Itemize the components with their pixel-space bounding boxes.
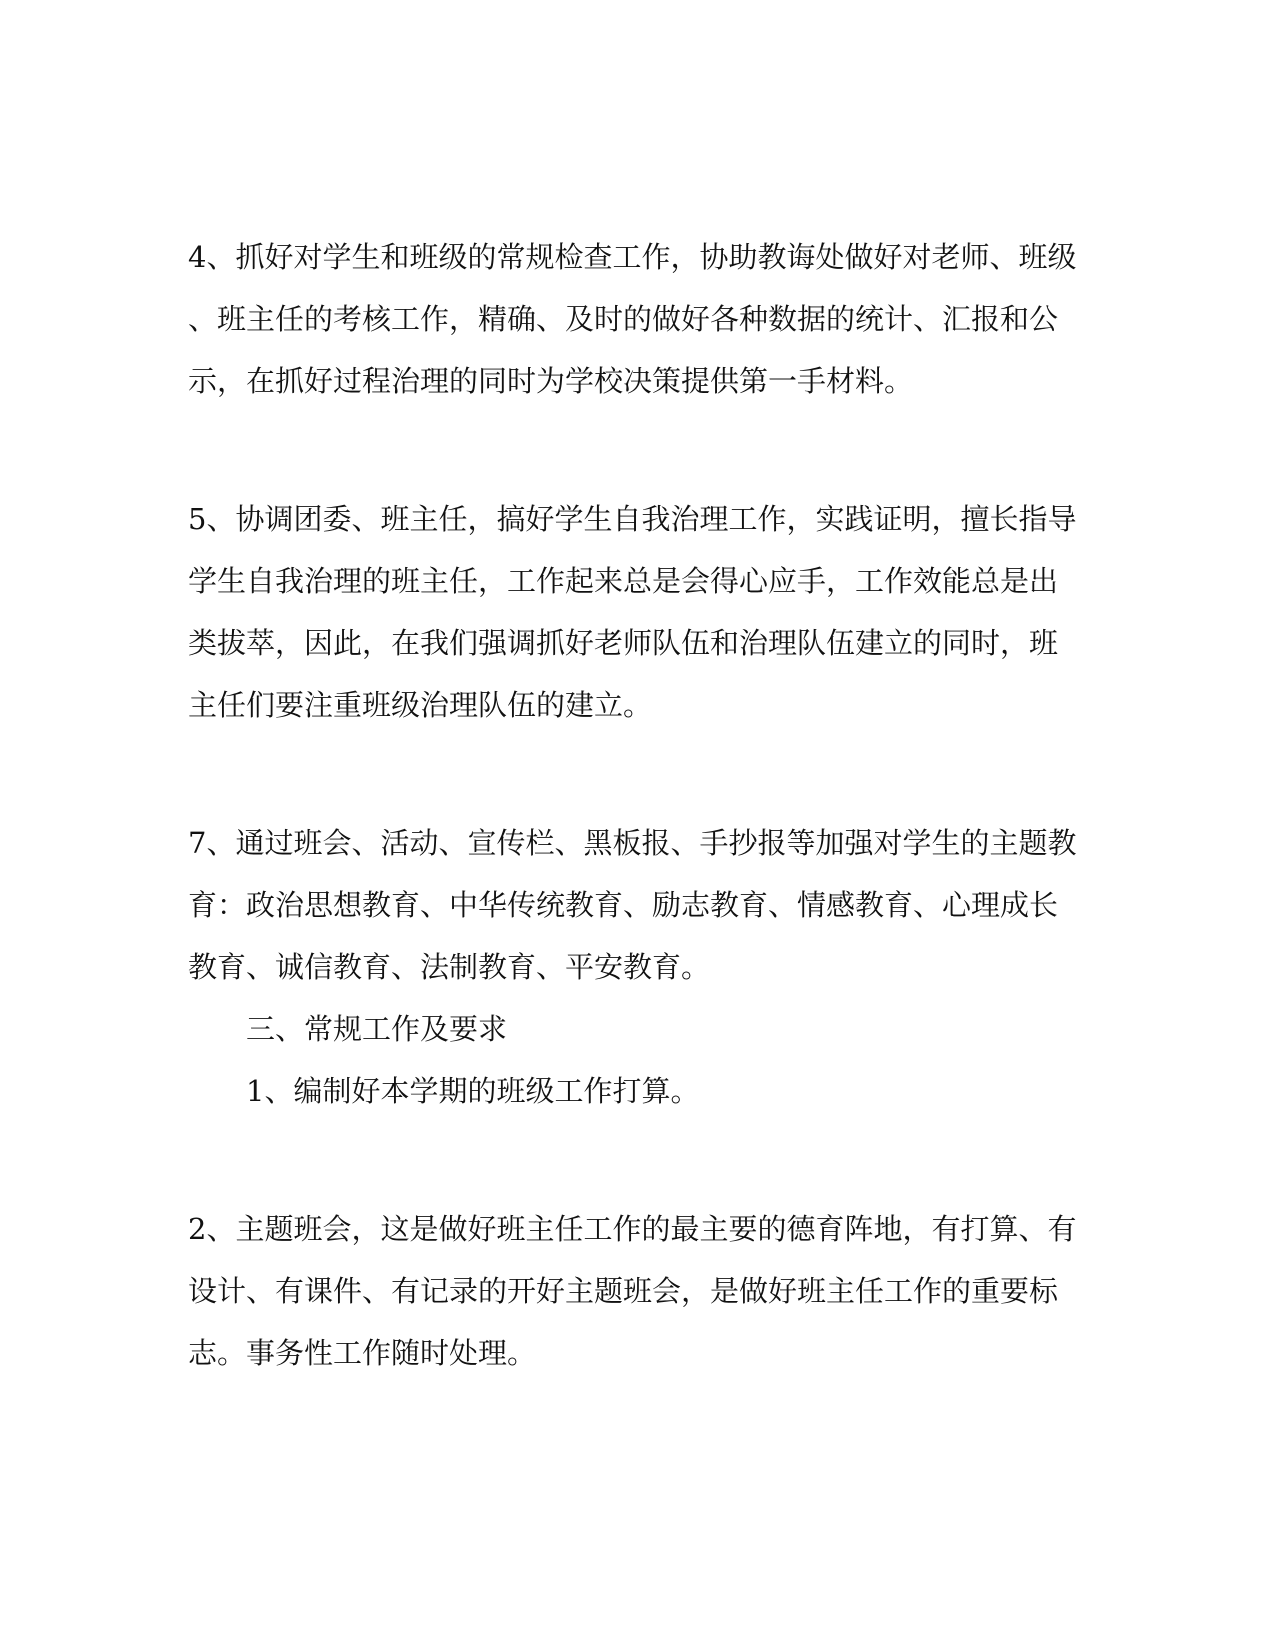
text-line: 教育、诚信教育、法制教育、平安教育。 <box>188 950 711 984</box>
paragraph-item-1 <box>188 1060 1088 1122</box>
document-body <box>188 226 1088 1384</box>
text-line: 7、通过班会、活动、宣传栏、黑板报、手抄报等加强对学生的主题教 <box>188 826 1077 860</box>
text-line: 类拔萃，因此，在我们强调抓好老师队伍和治理队伍建立的同时，班 <box>188 626 1059 660</box>
text-line: 设计、有课件、有记录的开好主题班会，是做好班主任工作的重要标 <box>188 1274 1059 1308</box>
text-line: 示，在抓好过程治理的同时为学校决策提供第一手材料。 <box>188 364 914 398</box>
paragraph-item-4 <box>188 226 1088 412</box>
text-line: 三、常规工作及要求 <box>246 1012 508 1046</box>
text-line: 1、编制好本学期的班级工作打算。 <box>246 1074 700 1108</box>
text-line: 5、协调团委、班主任，搞好学生自我治理工作，实践证明，擅长指导 <box>188 502 1077 536</box>
paragraph-item-5 <box>188 488 1088 736</box>
text-line: 育：政治思想教育、中华传统教育、励志教育、情感教育、心理成长 <box>188 888 1059 922</box>
text-line: 、班主任的考核工作，精确、及时的做好各种数据的统计、汇报和公 <box>188 302 1059 336</box>
paragraph-item-7 <box>188 812 1088 998</box>
paragraph-item-2 <box>188 1198 1088 1384</box>
text-line: 2、主题班会，这是做好班主任工作的最主要的德育阵地，有打算、有 <box>188 1212 1077 1246</box>
paragraph-spacer <box>188 412 1088 488</box>
text-line: 4、抓好对学生和班级的常规检查工作，协助教诲处做好对老师、班级 <box>188 240 1077 274</box>
text-line: 志。事务性工作随时处理。 <box>188 1336 537 1370</box>
paragraph-spacer <box>188 736 1088 812</box>
text-line: 学生自我治理的班主任，工作起来总是会得心应手，工作效能总是出 <box>188 564 1059 598</box>
paragraph-spacer <box>188 1122 1088 1198</box>
text-line: 主任们要注重班级治理队伍的建立。 <box>188 688 653 722</box>
section-heading <box>188 998 1088 1060</box>
